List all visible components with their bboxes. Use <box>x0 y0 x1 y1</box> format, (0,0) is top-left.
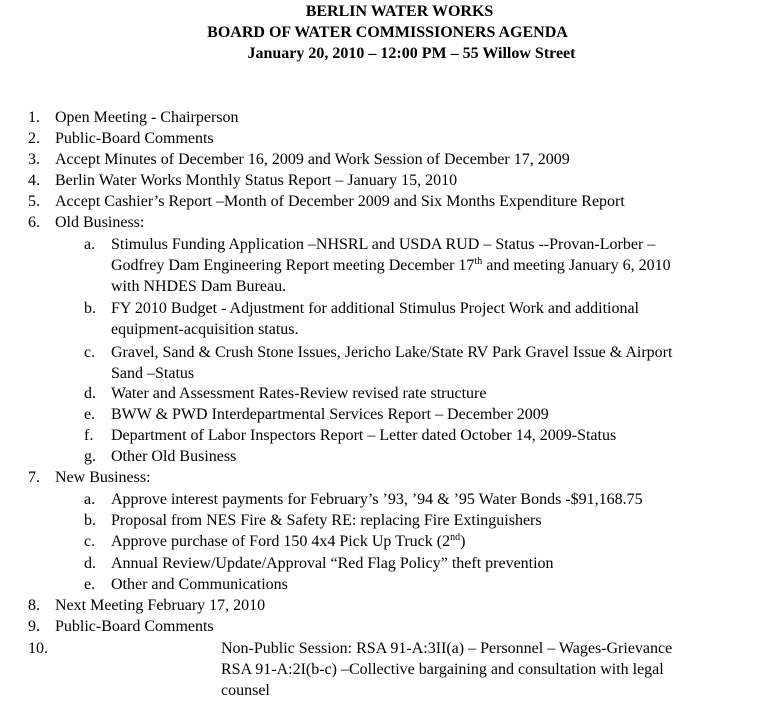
sub-letter: a. <box>84 491 96 508</box>
item-open-meeting: Open Meeting - Chairperson <box>55 109 239 126</box>
old-business-a-line2: Godfrey Dam Engineering Report meeting December 17th and meeting January 6, 2010 <box>111 256 671 274</box>
sub-letter: c. <box>84 344 96 361</box>
sub-letter: d. <box>84 555 96 572</box>
org-name: BERLIN WATER WORKS <box>305 3 494 20</box>
old-business-d: Water and Assessment Rates-Review revised rate structure <box>111 385 487 402</box>
item-cashiers-report: Accept Cashier’s Report –Month of December 2009 and Six Months Expenditure Report <box>55 193 625 210</box>
old-business-a-line1: Stimulus Funding Application –NHSRL and USDA RUD – Status --Provan-Lorber – <box>111 236 656 253</box>
sub-letter: e. <box>84 406 96 423</box>
item-old-business: Old Business: <box>55 214 145 231</box>
item-public-comments: Public-Board Comments <box>55 130 214 147</box>
old-business-c-line1: Gravel, Sand & Crush Stone Issues, Jericho Lake/State RV Park Gravel Issue & Airport <box>111 344 673 361</box>
sub-letter: b. <box>84 300 96 317</box>
non-public-line2: RSA 91-A:2I(b-c) –Collective bargaining and consultation with legal <box>221 661 664 678</box>
item-number: 4. <box>28 172 40 189</box>
item-new-business: New Business: <box>55 469 151 486</box>
new-business-c: Approve purchase of Ford 150 4x4 Pick Up Truck (2nd) <box>111 532 466 550</box>
sub-letter: a. <box>84 236 96 253</box>
old-business-b-line1: FY 2010 Budget - Adjustment for additional Stimulus Project Work and additional <box>111 300 639 317</box>
item-public-comments-2: Public-Board Comments <box>55 618 214 635</box>
sub-letter: b. <box>84 512 96 529</box>
old-business-g: Other Old Business <box>111 448 237 465</box>
agenda-title: BOARD OF WATER COMMISSIONERS AGENDA <box>207 24 568 41</box>
item-status-report: Berlin Water Works Monthly Status Report – January 15, 2010 <box>55 172 458 189</box>
item-number: 7. <box>28 469 40 486</box>
item-number: 9. <box>28 618 40 635</box>
meeting-date-location: January 20, 2010 – 12:00 PM – 55 Willow Street <box>247 45 576 62</box>
item-number: 1. <box>28 109 40 126</box>
old-business-c-line2: Sand –Status <box>111 365 195 382</box>
old-business-a-line3: with NHDES Dam Bureau. <box>111 278 287 295</box>
sub-letter: e. <box>84 576 96 593</box>
new-business-d: Annual Review/Update/Approval “Red Flag Policy” theft prevention <box>111 555 554 572</box>
item-number: 3. <box>28 151 40 168</box>
old-business-e: BWW & PWD Interdepartmental Services Report – December 2009 <box>111 406 549 423</box>
non-public-line3: counsel <box>221 682 270 699</box>
new-business-b: Proposal from NES Fire & Safety RE: replacing Fire Extinguishers <box>111 512 542 529</box>
non-public-line1: Non-Public Session: RSA 91-A:3II(a) – Personnel – Wages-Grievance <box>221 640 673 657</box>
item-number: 10. <box>28 640 48 657</box>
sub-letter: g. <box>84 448 96 465</box>
new-business-a: Approve interest payments for February’s ’93, ’94 & ’95 Water Bonds -$91,168.75 <box>111 491 643 508</box>
item-number: 6. <box>28 214 40 231</box>
sub-letter: d. <box>84 385 96 402</box>
old-business-f: Department of Labor Inspectors Report – Letter dated October 14, 2009-Status <box>111 427 617 444</box>
item-next-meeting: Next Meeting February 17, 2010 <box>55 597 266 614</box>
item-number: 8. <box>28 597 40 614</box>
old-business-b-line2: equipment-acquisition status. <box>111 321 299 338</box>
item-number: 5. <box>28 193 40 210</box>
sub-letter: c. <box>84 533 96 550</box>
item-minutes: Accept Minutes of December 16, 2009 and Work Session of December 17, 2009 <box>55 151 570 168</box>
sub-letter: f. <box>84 427 94 444</box>
item-number: 2. <box>28 130 40 147</box>
new-business-e: Other and Communications <box>111 576 288 593</box>
